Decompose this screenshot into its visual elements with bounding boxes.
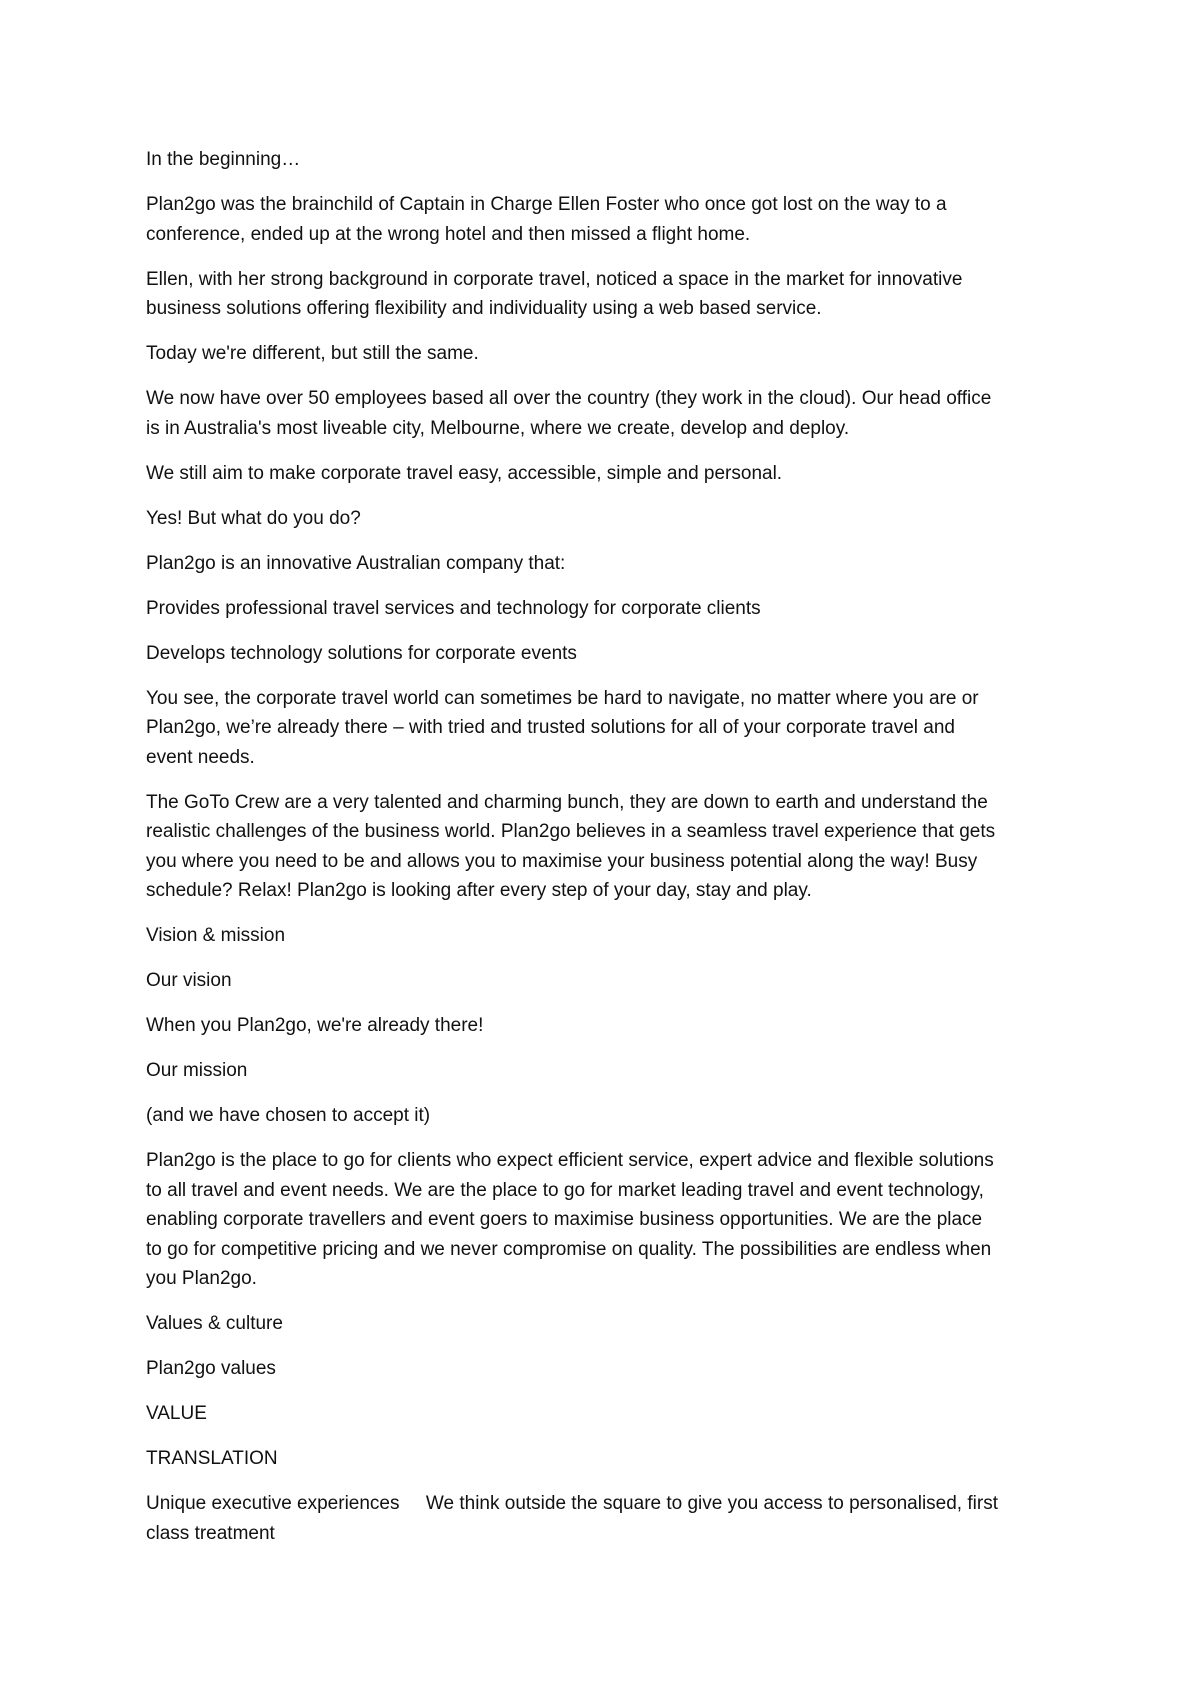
navigate-paragraph: You see, the corporate travel world can sometimes be hard to navigate, no matter where you are or Plan2go, we’re already there – with tried and trusted solutions for all of your corporate travel and event needs. [146,687,979,768]
values-culture-heading: Values & culture [146,1313,283,1334]
vision-mission-heading: Vision & mission [146,925,286,946]
mission-aside: (and we have chosen to accept it) [146,1105,431,1126]
origin-paragraph: Plan2go was the brainchild of Captain in Charge Ellen Foster who once got lost on the way to a conference, ended up at the wrong hotel and then missed a flight home. [146,194,947,245]
employees-paragraph: We now have over 50 employees based all over the country (they work in the cloud). Our head office is in Australia's most liveable city, Melbourne, where we create, develop and deploy. [146,388,992,439]
value-cell: Unique executive experiences [146,1493,400,1514]
crew-paragraph: The GoTo Crew are a very talented and charming bunch, they are down to earth and understand the realistic challenges of the business world. Plan2go believes in a seamless travel experience that gets you where you need to be and allows you to maximise your business potential along the way! Busy schedule? Relax! Plan2go is looking after every step of your day, stay and play. [146,791,996,901]
services-item: Provides professional travel services and technology for corporate clients [146,597,761,619]
today-heading: Today we're different, but still the same. [146,343,479,364]
value-column-header: VALUE [146,1403,207,1424]
aim-paragraph: We still aim to make corporate travel easy, accessible, simple and personal. [146,462,783,484]
our-vision-heading: Our vision [146,970,232,991]
vision-statement: When you Plan2go, we're already there! [146,1015,484,1036]
company-intro-paragraph: Plan2go is an innovative Australian company that: [146,552,566,574]
plan2go-values-heading: Plan2go values [146,1358,276,1379]
mission-paragraph: Plan2go is the place to go for clients who expect efficient service, expert advice and flexible solutions to all travel and event needs. We are the place to go for market leading travel and event technology, enabling corporate travellers and event goers to maximise business opportunities. We are the place to go for competitive pricing and we never compromise on quality. The possibilities are endless when you Plan2go. [146,1150,994,1289]
events-item: Develops technology solutions for corporate events [146,642,577,664]
document-body [146,145,1066,1564]
translation-cell: We think outside the square to give you access to personalised, first class treatment [146,1493,998,1544]
translation-column-header: TRANSLATION [146,1448,278,1469]
our-mission-heading: Our mission [146,1060,248,1081]
intro-heading: In the beginning… [146,149,301,170]
what-do-you-do-heading: Yes! But what do you do? [146,507,361,529]
cell-gap [400,1493,426,1514]
values-table-row [146,1489,1066,1548]
background-paragraph: Ellen, with her strong background in corporate travel, noticed a space in the market for innovative business solutions offering flexibility and individuality using a web based service. [146,268,963,319]
